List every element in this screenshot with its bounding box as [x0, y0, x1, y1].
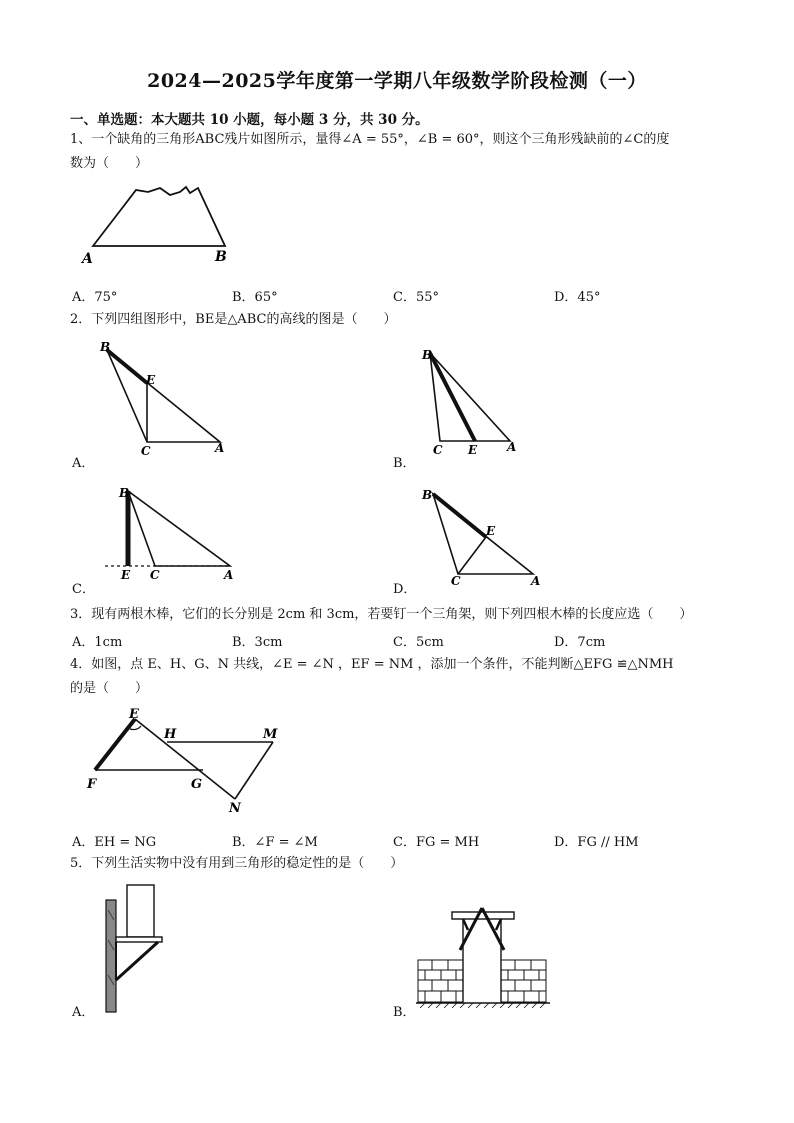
q5-option-b[interactable]: B．	[393, 1005, 416, 1020]
fig-a-label-e: E	[146, 373, 156, 387]
q1-option-a[interactable]: A．75°	[72, 290, 118, 305]
fig-c-label-c: C	[150, 568, 160, 582]
q5-figure-b-doorframe	[416, 900, 551, 1010]
q2-figure-d	[418, 487, 548, 587]
q4-option-a[interactable]: A．EH = NG	[72, 835, 157, 850]
q4-label-g: G	[191, 777, 203, 792]
q2-option-b[interactable]: B．	[393, 456, 416, 471]
q4-option-b[interactable]: B．∠F = ∠M	[232, 835, 318, 850]
section-heading: 一、单选题：本大题共 10 小题，每小题 3 分，共 30 分。	[70, 112, 429, 128]
q4-option-c[interactable]: C．FG = MH	[393, 835, 480, 850]
q5-figure-a-shelf	[100, 880, 170, 1015]
fig-d-label-e: E	[486, 524, 496, 538]
fig-c-label-b: B	[119, 486, 130, 500]
question-4-line2: 的是（ ）	[70, 681, 149, 696]
q4-label-h: H	[164, 727, 177, 742]
q4-label-n: N	[229, 801, 241, 816]
question-2-text: 2．下列四组图形中，BE是△ABC的高线的图是（ ）	[70, 312, 397, 327]
q4-label-m: M	[263, 727, 278, 742]
q3-option-a[interactable]: A．1cm	[72, 635, 123, 650]
fig-c-label-e: E	[121, 568, 131, 582]
q2-option-a[interactable]: A．	[72, 456, 95, 471]
q2-option-c[interactable]: C．	[72, 582, 95, 597]
q4-label-f: F	[87, 777, 97, 792]
q4-label-e: E	[129, 707, 139, 722]
fig-a-label-a: A	[215, 441, 225, 455]
q3-option-d[interactable]: D．7cm	[554, 635, 606, 650]
q2-figure-a	[95, 338, 235, 458]
question-5-text: 5．下列生活实物中没有用到三角形的稳定性的是（ ）	[70, 856, 404, 871]
fig-d-label-c: C	[451, 574, 461, 587]
question-3-text: 3．现有两根木棒，它们的长分别是 2cm 和 3cm，若要钉一个三角架，则下列四根木棒的长度应选（ ）	[70, 607, 693, 622]
q4-option-d[interactable]: D．FG // HM	[554, 835, 639, 850]
fig-d-label-a: A	[531, 574, 541, 587]
question-1-line1: 1、一个缺角的三角形ABC残片如图所示，量得∠A = 55°，∠B = 60°，则这个三角形残缺前的∠C的度	[70, 132, 670, 147]
fig-a-label-b: B	[100, 340, 111, 354]
fig-d-label-b: B	[422, 488, 433, 502]
q1-triangle-figure	[78, 183, 248, 268]
page-title: 2024—2025学年度第一学期八年级数学阶段检测（一）	[147, 70, 647, 92]
q5-option-a[interactable]: A．	[72, 1005, 95, 1020]
fig-b-label-e: E	[468, 443, 478, 457]
q1-option-c[interactable]: C．55°	[393, 290, 439, 305]
fig-b-label-c: C	[433, 443, 443, 457]
fig-b-label-a: A	[507, 440, 517, 454]
fig-c-label-a: A	[224, 568, 234, 582]
question-4-line1: 4．如图，点 E、H、G、N 共线，∠E = ∠N ，EF = NM ，添加一个条件，不能判断△EFG ≌△NMH	[70, 657, 674, 672]
fig-b-label-b: B	[422, 348, 433, 362]
q4-figure	[83, 704, 288, 819]
label-B: B	[215, 249, 227, 265]
q2-figure-b	[418, 345, 528, 460]
fig-a-label-c: C	[141, 444, 151, 458]
question-1-line2: 数为（ ）	[70, 156, 149, 171]
label-A: A	[82, 251, 93, 267]
q1-option-b[interactable]: B．65°	[232, 290, 278, 305]
q2-option-d[interactable]: D．	[393, 582, 417, 597]
q1-option-d[interactable]: D．45°	[554, 290, 601, 305]
q2-figure-c	[100, 483, 245, 583]
q3-option-c[interactable]: C．5cm	[393, 635, 444, 650]
q3-option-b[interactable]: B．3cm	[232, 635, 283, 650]
